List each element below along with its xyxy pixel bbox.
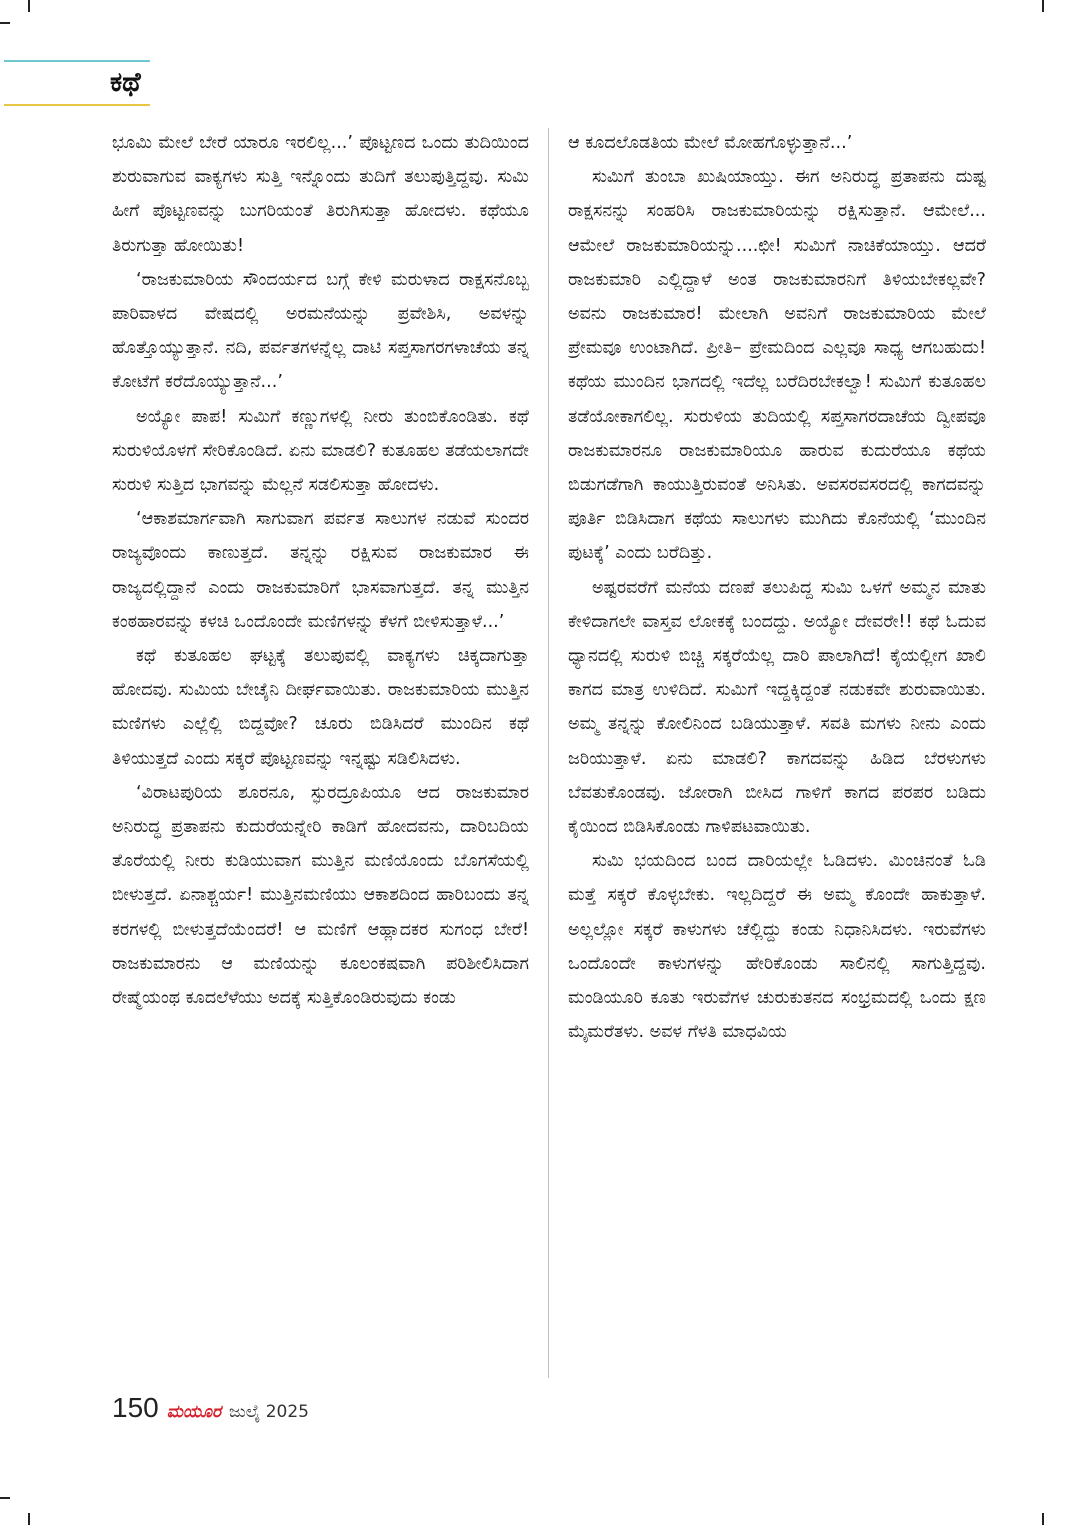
crop-mark [0,1497,10,1499]
crop-mark [28,1513,30,1525]
page-number: 150 [112,1392,159,1423]
paragraph: ಆ ಕೂದಲೊಡತಿಯ ಮೇಲೆ ಮೋಹಗೊಳ್ಳುತ್ತಾನೆ...’ [568,133,853,153]
paragraph: ಸುಮಿಗೆ ತುಂಬಾ ಖುಷಿಯಾಯ್ತು. ಈಗ ಅನಿರುದ್ಧ ಪ್ರತಾಪನು ದುಷ್ಟ ರಾಕ್ಷಸನನ್ನು ಸಂಹರಿಸಿ ರಾಜಕುಮಾರಿಯನ್ನು ರಕ್ಷಿಸುತ್ತಾನೆ. ಆಮೇಲೆ... ಆಮೇಲೆ ರಾಜಕುಮಾರಿಯನ್ನು....ಛೀ! ಸುಮಿಗೆ ನಾಚಿಕೆಯಾಯ್ತು. ಆದರೆ ರಾಜಕುಮಾರಿ ಎಲ್ಲಿದ್ದಾಳೆ ಅಂತ ರಾಜಕುಮಾರನಿಗೆ ತಿಳಿಯಬೇಕಲ್ಲವೇ? ಅವನು ರಾಜಕುಮಾರ! ಮೇಲಾಗಿ ಅವನಿಗೆ ರಾಜಕುಮಾರಿಯ ಮೇಲೆ ಪ್ರೇಮವೂ ಉಂಟಾಗಿದೆ. ಪ್ರೀತಿ– ಪ್ರೇಮದಿಂದ ಎಲ್ಲವೂ ಸಾಧ್ಯ ಆಗಬಹುದು! ಕಥೆಯ ಮುಂದಿನ ಭಾಗದಲ್ಲಿ ಇದೆಲ್ಲ ಬರೆದಿರಬೇಕಲ್ವಾ! ಸುಮಿಗೆ ಕುತೂಹಲ ತಡೆಯೋಕಾಗಲಿಲ್ಲ. ಸುರುಳಿಯ ತುದಿಯಲ್ಲಿ ಸಪ್ತಸಾಗರದಾಚೆಯ ದ್ವೀಪವೂ ರಾಜಕುಮಾರನೂ ರಾಜಕುಮಾರಿಯೂ ಹಾರುವ ಕುದುರೆಯೂ ಕಥೆಯ ಬಿಡುಗಡೆಗಾಗಿ ಕಾಯುತ್ತಿರುವಂತೆ ಅನಿಸಿತು. ಅವಸರವಸರದಲ್ಲಿ ಕಾಗದವನ್ನು ಪೂರ್ತಿ ಬಿಡಿಸಿದಾಗ ಕಥೆಯ ಸಾಲುಗಳು ಮುಗಿದು ಕೊನೆಯಲ್ಲಿ ‘ಮುಂದಿನ ಪುಟಕ್ಕೆ’ ಎಂದು ಬರೆದಿತ್ತು. [568,167,986,564]
issue-date: ಜುಲೈ 2025 [228,1402,309,1422]
paragraph: ಸುಮಿ ಭಯದಿಂದ ಬಂದ ದಾರಿಯಲ್ಲೇ ಓಡಿದಳು. ಮಿಂಚಿನಂತೆ ಓಡಿ ಮತ್ತೆ ಸಕ್ಕರೆ ಕೊಳ್ಳಬೇಕು. ಇಲ್ಲದಿದ್ದರೆ ಈ ಅಮ್ಮ ಕೊಂದೇ ಹಾಕುತ್ತಾಳೆ. ಅಲ್ಲಲ್ಲೋ ಸಕ್ಕರೆ ಕಾಳುಗಳು ಚೆಲ್ಲಿದ್ದು ಕಂಡು ನಿಧಾನಿಸಿದಳು. ಇರುವೆಗಳು ಒಂದೊಂದೇ ಕಾಳುಗಳನ್ನು ಹೇರಿಕೊಂಡು ಸಾಲಿನಲ್ಲಿ ಸಾಗುತ್ತಿದ್ದವು. ಮಂಡಿಯೂರಿ ಕೂತು ಇರುವೆಗಳ ಚುರುಕುತನದ ಸಂಭ್ರಮದಲ್ಲಿ ಒಂದು ಕ್ಷಣ ಮೈಮರೆತಳು. ಅವಳ ಗೆಳತಿ ಮಾಧವಿಯ [568,851,986,1043]
section-title: ಕಥೆ [110,67,141,98]
paragraph: ‘ರಾಜಕುಮಾರಿಯ ಸೌಂದರ್ಯದ ಬಗ್ಗೆ ಕೇಳಿ ಮರುಳಾದ ರಾಕ್ಷಸನೊಬ್ಬ ಪಾರಿವಾಳದ ವೇಷದಲ್ಲಿ ಅರಮನೆಯನ್ನು ಪ್ರವೇಶಿಸಿ, ಅವಳನ್ನು ಹೊತ್ತೊಯ್ಯುತ್ತಾನೆ. ನದಿ, ಪರ್ವತಗಳನ್ನೆಲ್ಲ ದಾಟಿ ಸಪ್ತಸಾಗರಗಳಾಚೆಯ ತನ್ನ ಕೋಟೆಗೆ ಕರೆದೊಯ್ಯುತ್ತಾನೆ...’ [112,269,529,393]
magazine-logo: ಮಯೂರ [166,1402,221,1422]
paragraph: ‘ಆಕಾಶಮಾರ್ಗವಾಗಿ ಸಾಗುವಾಗ ಪರ್ವತ ಸಾಲುಗಳ ನಡುವೆ ಸುಂದರ ರಾಜ್ಯವೊಂದು ಕಾಣುತ್ತದೆ. ತನ್ನನ್ನು ರಕ್ಷಿಸುವ ರಾಜಕುಮಾರ ಈ ರಾಜ್ಯದಲ್ಲಿದ್ದಾನೆ ಎಂದು ರಾಜಕುಮಾರಿಗೆ ಭಾಸವಾಗುತ್ತದೆ. ತನ್ನ ಮುತ್ತಿನ ಕಂಠಹಾರವನ್ನು ಕಳಚಿ ಒಂದೊಂದೇ ಮಣಿಗಳನ್ನು ಕೆಳಗೆ ಬೀಳಿಸುತ್ತಾಳೆ...’ [112,509,529,632]
page-footer [112,1392,309,1428]
section-rule-top [4,60,150,62]
paragraph: ‘ವಿರಾಟಪುರಿಯ ಶೂರನೂ, ಸ್ಫುರದ್ರೂಪಿಯೂ ಆದ ರಾಜಕುಮಾರ ಅನಿರುದ್ಧ ಪ್ರತಾಪನು ಕುದುರೆಯನ್ನೇರಿ ಕಾಡಿಗೆ ಹೋದವನು, ದಾರಿಬದಿಯ ತೊರೆಯಲ್ಲಿ ನೀರು ಕುಡಿಯುವಾಗ ಮುತ್ತಿನ ಮಣಿಯೊಂದು ಬೊಗಸೆಯಲ್ಲಿ ಬೀಳುತ್ತದೆ. ಏನಾಶ್ಚರ್ಯ! ಮುತ್ತಿನಮಣಿಯು ಆಕಾಶದಿಂದ ಹಾರಿಬಂದು ತನ್ನ ಕರಗಳಲ್ಲಿ ಬೀಳುತ್ತದೆಯೆಂದರೆ! ಆ ಮಣಿಗೆ ಆಹ್ಲಾದಕರ ಸುಗಂಧ ಬೇರೆ! ರಾಜಕುಮಾರನು ಆ ಮಣಿಯನ್ನು ಕೂಲಂಕಷವಾಗಿ ಪರಿಶೀಲಿಸಿದಾಗ ರೇಷ್ಮೆಯಂಥ ಕೂದಲೆಳೆಯು ಅದಕ್ಕೆ ಸುತ್ತಿಕೊಂಡಿರುವುದು ಕಂಡು [112,782,529,1009]
paragraph: ಭೂಮಿ ಮೇಲೆ ಬೇರೆ ಯಾರೂ ಇರಲಿಲ್ಲ...’ ಪೊಟ್ಟಣದ ಒಂದು ತುದಿಯಿಂದ ಶುರುವಾಗುವ ವಾಕ್ಯಗಳು ಸುತ್ತಿ ಇನ್ನೊಂದು ತುದಿಗೆ ತಲುಪುತ್ತಿದ್ದವು. ಸುಮಿ ಹೀಗೆ ಪೊಟ್ಟಣವನ್ನು ಬುಗರಿಯಂತೆ ತಿರುಗಿಸುತ್ತಾ ಹೋದಳು. ಕಥೆಯೂ ತಿರುಗುತ್ತಾ ಹೋಯಿತು! [112,133,529,256]
column-divider [548,128,549,1378]
crop-mark [1042,1513,1044,1525]
right-column [568,126,986,1049]
crop-mark [28,0,30,12]
section-rule-bottom [4,104,150,106]
left-column [112,126,529,1015]
crop-mark [0,22,10,24]
crop-mark [1042,0,1044,12]
paragraph: ಅಯ್ಯೋ ಪಾಪ! ಸುಮಿಗೆ ಕಣ್ಣುಗಳಲ್ಲಿ ನೀರು ತುಂಬಿಕೊಂಡಿತು. ಕಥೆ ಸುರುಳಿಯೊಳಗೆ ಸೇರಿಕೊಂಡಿದೆ. ಏನು ಮಾಡಲಿ? ಕುತೂಹಲ ತಡೆಯಲಾಗದೇ ಸುರುಳಿ ಸುತ್ತಿದ ಭಾಗವನ್ನು ಮೆಲ್ಲನೆ ಸಡಲಿಸುತ್ತಾ ಹೋದಳು. [112,406,529,496]
paragraph: ಅಷ್ಟರವರೆಗೆ ಮನೆಯ ದಣಪೆ ತಲುಪಿದ್ದ ಸುಮಿ ಒಳಗೆ ಅಮ್ಮನ ಮಾತು ಕೇಳಿದಾಗಲೇ ವಾಸ್ತವ ಲೋಕಕ್ಕೆ ಬಂದದ್ದು. ಅಯ್ಯೋ ದೇವರೇ!! ಕಥೆ ಓದುವ ಧ್ಯಾನದಲ್ಲಿ ಸುರುಳಿ ಬಿಚ್ಚಿ ಸಕ್ಕರೆಯೆಲ್ಲ ದಾರಿ ಪಾಲಾಗಿದೆ! ಕೈಯಲ್ಲೀಗ ಖಾಲಿ ಕಾಗದ ಮಾತ್ರ ಉಳಿದಿದೆ. ಸುಮಿಗೆ ಇದ್ದಕ್ಕಿದ್ದಂತೆ ನಡುಕವೇ ಶುರುವಾಯಿತು. ಅಮ್ಮ ತನ್ನನ್ನು ಕೋಲಿನಿಂದ ಬಡಿಯುತ್ತಾಳೆ. ಸವತಿ ಮಗಳು ನೀನು ಎಂದು ಜರಿಯುತ್ತಾಳೆ. ಏನು ಮಾಡಲಿ? ಕಾಗದವನ್ನು ಹಿಡಿದ ಬೆರಳುಗಳು ಬೆವತುಕೊಂಡವು. ಜೋರಾಗಿ ಬೀಸಿದ ಗಾಳಿಗೆ ಕಾಗದ ಪರಪರ ಬಡಿದು ಕೈಯಿಂದ ಬಿಡಿಸಿಕೊಂಡು ಗಾಳಿಪಟವಾಯಿತು. [568,577,986,838]
paragraph: ಕಥೆ ಕುತೂಹಲ ಘಟ್ಟಕ್ಕೆ ತಲುಪುವಲ್ಲಿ ವಾಕ್ಯಗಳು ಚಿಕ್ಕದಾಗುತ್ತಾ ಹೋದವು. ಸುಮಿಯ ಬೇಚೈನಿ ದೀರ್ಘವಾಯಿತು. ರಾಜಕುಮಾರಿಯ ಮುತ್ತಿನ ಮಣಿಗಳು ಎಲ್ಲೆಲ್ಲಿ ಬಿದ್ದವೋ? ಚೂರು ಬಿಡಿಸಿದರೆ ಮುಂದಿನ ಕಥೆ ತಿಳಿಯುತ್ತದೆ ಎಂದು ಸಕ್ಕರೆ ಪೊಟ್ಟಣವನ್ನು ಇನ್ನಷ್ಟು ಸಡಿಲಿಸಿದಳು. [112,646,529,769]
